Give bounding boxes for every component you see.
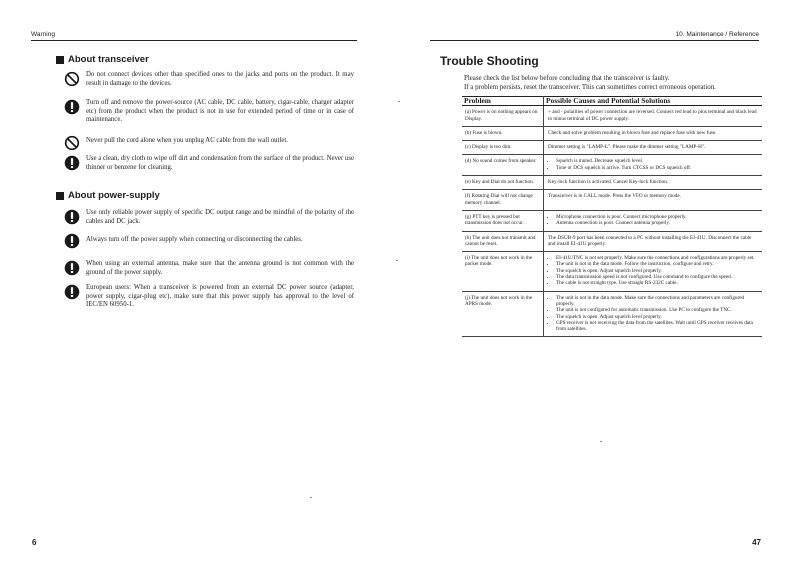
warning-text: Always turn off the power supply when connecting or disconnecting the cables. xyxy=(86,236,303,243)
solution-text: Transceiver is in CALL mode. Press the VFO or memory mode. xyxy=(548,193,681,200)
solution-item: • The squelch is open. Adjust squelch level properly. xyxy=(556,268,760,274)
problem-cell: (c) Display is too dim. xyxy=(462,141,544,155)
problem-cell: (h) The unit does not transmit and cannot be reset. xyxy=(462,231,544,252)
warning-item xyxy=(64,284,354,310)
page-number-left: 6 xyxy=(32,538,37,547)
page-number-right: 47 xyxy=(752,538,761,547)
table-row xyxy=(462,106,762,127)
solution-text: Dimmer setting is "LAMP-L". Please make the dimmer setting "LAMP-H". xyxy=(548,144,706,151)
warning-text: Do not connect devices other than specified ones to the jacks and ports on the product. It may result in damage to the devices. xyxy=(86,71,354,87)
table-row xyxy=(462,231,762,252)
warning-item xyxy=(64,209,354,226)
warning-item xyxy=(64,233,354,249)
solution-text: Check and solve problem resulting in blown fuse and replace fuse with new fuse. xyxy=(548,129,717,136)
warning-item xyxy=(64,155,354,172)
section-title: About transceiver xyxy=(68,54,149,65)
solution-list xyxy=(548,255,760,286)
header-rule-right xyxy=(430,40,759,41)
prohibited-icon xyxy=(64,71,80,87)
table-row xyxy=(462,210,762,231)
solution-cell xyxy=(544,210,763,231)
solution-cell xyxy=(544,141,763,155)
warning-text: Turn off and remove the power-source (AC cable, DC cable, battery, cigar-cable, charger adapter etc) from the product when the product is not in use for extended period of time or in case of maintenance. xyxy=(86,99,354,124)
warning-text: Use a clean, dry cloth to wipe off dirt and condensation from the surface of the product. Never use thinner or benzene for cleaning. xyxy=(86,155,354,171)
running-head-left: Warning xyxy=(31,31,55,38)
solution-cell xyxy=(544,126,763,140)
solution-item: • The unit is not in the data mode. Make sure the connections and parameters are configured properly. xyxy=(556,295,760,308)
solution-item: • The data transmission speed is not configured. Use command to configure the speed. xyxy=(556,274,760,280)
solution-item: • Microphone connection is poor. Connect microphone properly. xyxy=(556,214,760,220)
problem-cell: (g) PTT key is pressed but transmission does not occur. xyxy=(462,210,544,231)
trouble-shooting-table xyxy=(462,96,762,337)
solution-cell xyxy=(544,190,763,211)
solution-item: • Tone or DCS squelch is active. Turn CTCSS or DCS squelch off. xyxy=(556,165,760,171)
left-page xyxy=(0,0,396,561)
problem-cell: (b) Fuse is blown. xyxy=(462,126,544,140)
solution-item: • The cable is not straight type. Use straight RS-232C cable. xyxy=(556,280,760,286)
right-page xyxy=(396,0,793,561)
solution-item: • The squelch is open. Adjust squelch level properly. xyxy=(556,314,760,320)
problem-cell: (e) Key and Dial do not function. xyxy=(462,176,544,190)
square-bullet-icon xyxy=(56,56,64,64)
exclamation-icon xyxy=(64,99,80,115)
table-row xyxy=(462,155,762,176)
warning-text: Use only reliable power supply of specific DC output range and be mindful of the polarity of the cables and DC jack. xyxy=(86,209,354,225)
exclamation-icon xyxy=(64,155,80,171)
solution-item: • Squelch is muted. Decrease squelch level. xyxy=(556,158,760,164)
problem-cell: (j) The unit does not work in the APRS mode. xyxy=(462,291,544,337)
scan-mark xyxy=(310,497,312,498)
solution-list xyxy=(548,295,760,333)
warning-text: European users: When a transceiver is powered from an external DC power source (adapter, power supply, cigar-plug etc), make sure that this power supply has approval to the level of IEC/EN 60950-1. xyxy=(86,284,354,309)
intro-line: If a problem persists, reset the transceiver. This can sometimes correct erroneous operation. xyxy=(464,84,716,91)
table-body xyxy=(462,106,762,337)
table-row xyxy=(462,176,762,190)
square-bullet-icon xyxy=(56,192,64,200)
problem-cell: (f) Rotating Dial will not change memory channel. xyxy=(462,190,544,211)
table-header-row xyxy=(462,97,762,106)
solution-item: • The unit is not configured for automatic transmission. Use PC to configure the TNC. xyxy=(556,307,760,313)
solution-list xyxy=(548,158,760,171)
section-title: About power-supply xyxy=(68,190,160,201)
section-heading-transceiver xyxy=(56,54,149,65)
table-row xyxy=(462,126,762,140)
problem-cell: (i) The unit does not work in the packet mode. xyxy=(462,252,544,291)
solution-cell xyxy=(544,106,763,127)
solution-item: • The unit is not in the data mode. Follow the instruction, configure and retry. xyxy=(556,261,760,267)
table-row xyxy=(462,252,762,291)
table-row xyxy=(462,190,762,211)
prohibited-icon xyxy=(64,135,80,151)
header-rule-left xyxy=(31,40,357,41)
solution-cell xyxy=(544,252,763,291)
solution-list xyxy=(548,214,760,227)
warning-item xyxy=(64,71,354,88)
problem-cell: (d) No sound comes from speaker. xyxy=(462,155,544,176)
intro-text xyxy=(464,74,764,92)
column-header-solutions: Possible Causes and Potential Solutions xyxy=(544,97,763,106)
solution-cell xyxy=(544,176,763,190)
table-row xyxy=(462,141,762,155)
exclamation-icon xyxy=(64,284,80,300)
solution-text: The DSUB-9 port has been connected to a PC without installing the EI-41U. Disconnect the cable and install EI-41U properly. xyxy=(548,234,752,247)
exclamation-icon xyxy=(64,209,80,225)
column-header-problem: Problem xyxy=(462,97,544,106)
warning-item xyxy=(64,135,354,151)
warning-item xyxy=(64,260,354,277)
solution-cell xyxy=(544,155,763,176)
warning-text: Never pull the cord alone when you unplug AC cable from the wall outlet. xyxy=(86,137,288,144)
running-head-right: 10. Maintenance / Reference xyxy=(675,31,759,38)
solution-text: + and - polarities of power connection are reversed. Connect red lead to plus terminal and black lead to minus terminal of DC power supply. xyxy=(548,109,757,122)
solution-item: • Antenna connection is poor. Connect antenna properly. xyxy=(556,220,760,226)
solution-text: Key-lock function is activated. Cancel Key-lock function. xyxy=(548,179,669,186)
exclamation-icon xyxy=(64,233,80,249)
solution-item: • GPS receiver is not receiving the data from the satellites. Wait until GPS receiver receives data from satellites. xyxy=(556,320,760,333)
table-row xyxy=(462,291,762,337)
intro-line: Please check the list below before concluding that the transceiver is faulty. xyxy=(464,75,670,82)
exclamation-icon xyxy=(64,260,80,276)
solution-cell xyxy=(544,291,763,337)
problem-cell: (a) Power is on nothing appears on Display. xyxy=(462,106,544,127)
page-title: Trouble Shooting xyxy=(440,54,539,68)
solution-cell xyxy=(544,231,763,252)
section-heading-power-supply xyxy=(56,190,160,201)
warning-item xyxy=(64,99,354,125)
solution-item: • EI-41U/TNC is not set properly. Make sure the connections and configurations are properly set. xyxy=(556,255,760,261)
warning-text: When using an external antenna, make sure that the antenna ground is not common with the ground of the power supply. xyxy=(86,260,354,276)
